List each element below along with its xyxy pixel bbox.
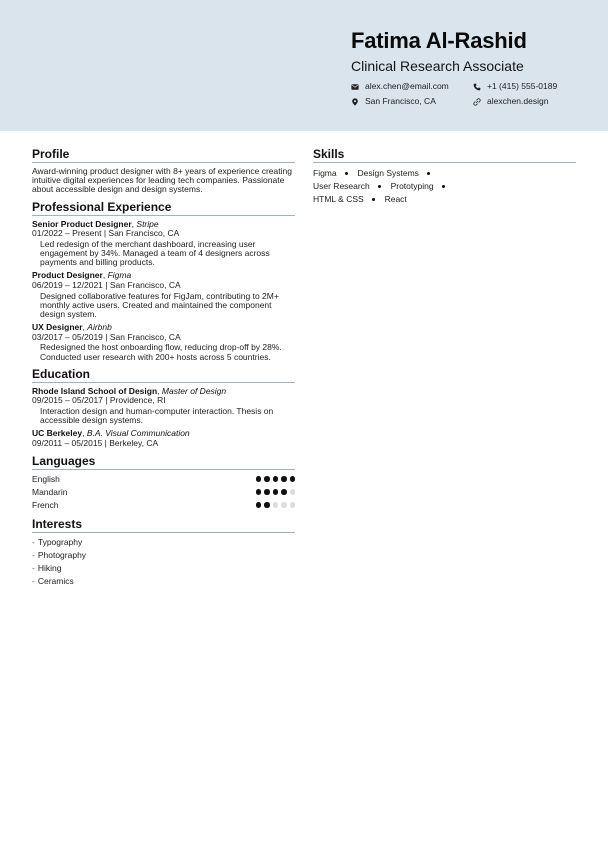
- school-name: UC Berkeley: [32, 428, 83, 439]
- contact-info: [351, 81, 601, 115]
- candidate-name: Fatima Al-Rashid: [351, 28, 527, 53]
- envelope-icon: [351, 83, 359, 91]
- proficiency-dot-filled: [281, 489, 287, 495]
- interest-item: - Typography: [32, 536, 83, 547]
- proficiency-dot-empty: [290, 502, 296, 508]
- link-icon: [473, 98, 481, 106]
- skill-label: React: [384, 194, 407, 204]
- proficiency-dot-filled: [256, 502, 262, 508]
- education-heading: Education: [32, 367, 295, 383]
- education-entry-head: UC Berkeley, B.A. Visual Communication: [32, 428, 190, 439]
- interest-label: Typography: [37, 536, 83, 547]
- job-description: Redesigned the host onboarding flow, reducing drop-off by 28%. Conducted user research with 200+ hosts across 5 countries.: [40, 342, 282, 362]
- language-name: French: [32, 500, 59, 511]
- experience-entry: [32, 220, 295, 268]
- interests-heading: Interests: [32, 517, 295, 533]
- proficiency-dot-empty: [290, 489, 296, 495]
- profile-heading: Profile: [32, 147, 295, 163]
- contact-website-text: alexchen.design: [487, 96, 549, 106]
- contact-location: [351, 96, 436, 107]
- contact-phone-text: +1 (415) 555-0189: [487, 81, 558, 91]
- interests-list: [32, 536, 295, 588]
- job-meta: 01/2022 – Present | San Francisco, CA: [32, 228, 180, 239]
- skills-heading: Skills: [313, 147, 576, 163]
- profile-text: Award-winning product designer with 8+ years of experience creating intuitive digital experiences for leading tech companies. Passionate about accessible design and design systems.: [32, 166, 292, 195]
- experience-entry-head: Product Designer, Figma: [32, 270, 132, 281]
- job-role: UX Designer: [32, 322, 83, 333]
- proficiency-dot-empty: [273, 502, 279, 508]
- location-pin-icon: [351, 98, 359, 106]
- proficiency-dot-filled: [281, 476, 287, 482]
- skill-label: User Research: [313, 181, 370, 191]
- experience-section: [32, 200, 295, 362]
- proficiency-dot-filled: [264, 502, 270, 508]
- experience-entry-head: Senior Product Designer, Stripe: [32, 218, 159, 229]
- job-description: Designed collaborative features for FigJam, contributing to 2M+ monthly active users. Created and maintained the component design system.: [40, 290, 279, 319]
- proficiency-dot-filled: [256, 476, 262, 482]
- job-company: Stripe: [136, 218, 159, 229]
- experience-heading: Professional Experience: [32, 200, 295, 216]
- skill-label: Design Systems: [357, 168, 419, 178]
- interest-label: Ceramics: [37, 575, 74, 586]
- skill-item: [385, 193, 407, 206]
- skills-list: [313, 167, 513, 206]
- bullet-dot-icon: [372, 198, 376, 202]
- language-row: [32, 473, 295, 486]
- interest-label: Photography: [37, 549, 87, 560]
- contact-location-text: San Francisco, CA: [365, 96, 436, 106]
- bullet-dot-icon: [345, 172, 349, 176]
- language-name: Mandarin: [32, 487, 68, 498]
- candidate-title: Clinical Research Associate: [351, 58, 524, 74]
- education-description: Interaction design and human-computer interaction. Thesis on accessible design systems.: [40, 405, 274, 426]
- proficiency-dot-filled: [256, 489, 262, 495]
- languages-heading: Languages: [32, 454, 295, 470]
- bullet-dot-icon: [378, 185, 382, 189]
- contact-email[interactable]: [351, 81, 449, 92]
- interest-item: - Hiking: [32, 562, 62, 573]
- experience-entry: [32, 323, 295, 362]
- education-entry-head: Rhode Island School of Design, Master of Design: [32, 385, 227, 396]
- proficiency-dots: [256, 476, 296, 482]
- education-meta: 09/2011 – 05/2015 | Berkeley, CA: [32, 437, 159, 448]
- proficiency-dots: [256, 502, 296, 508]
- interest-item: - Photography: [32, 549, 87, 560]
- school-name: Rhode Island School of Design: [32, 385, 158, 396]
- experience-entry-head: UX Designer, Airbnb: [32, 322, 112, 333]
- skill-item: [313, 193, 382, 206]
- right-column: [313, 147, 576, 206]
- skill-label: Prototyping: [390, 181, 434, 191]
- proficiency-dot-filled: [264, 476, 270, 482]
- skill-label: HTML & CSS: [313, 194, 364, 204]
- job-company: Airbnb: [87, 322, 112, 333]
- job-meta: 03/2017 – 05/2019 | San Francisco, CA: [32, 331, 181, 342]
- contact-email-text: alex.chen@email.com: [365, 81, 449, 91]
- profile-section: [32, 147, 295, 195]
- contact-phone[interactable]: [473, 81, 557, 92]
- education-section: [32, 367, 295, 449]
- language-row: [32, 486, 295, 499]
- job-description: Led redesign of the merchant dashboard, increasing user engagement by 34%. Managed a team of 4 designers across payments and billing products.: [40, 238, 270, 268]
- interest-label: Hiking: [37, 562, 62, 573]
- education-meta: 09/2015 – 05/2017 | Providence, RI: [32, 395, 166, 406]
- job-meta: 06/2019 – 12/2021 | San Francisco, CA: [32, 280, 181, 290]
- languages-list: [32, 473, 295, 512]
- phone-icon: [473, 83, 481, 91]
- degree-name: Master of Design: [161, 385, 227, 396]
- bullet-dot-icon: [427, 172, 431, 176]
- degree-name: B.A. Visual Communication: [86, 428, 190, 439]
- proficiency-dots: [256, 489, 296, 495]
- skill-item: [391, 180, 453, 193]
- proficiency-dot-filled: [273, 489, 279, 495]
- contact-website[interactable]: [473, 96, 548, 107]
- language-row: [32, 499, 295, 512]
- education-entry: [32, 429, 295, 448]
- skill-label: Figma: [313, 168, 337, 178]
- proficiency-dot-filled: [273, 476, 279, 482]
- proficiency-dot-empty: [281, 502, 287, 508]
- skill-item: [313, 180, 388, 193]
- experience-entry: [32, 271, 295, 319]
- skills-section: [313, 147, 576, 206]
- skill-item: [313, 167, 355, 180]
- bullet-dot-icon: [442, 185, 446, 189]
- languages-section: [32, 454, 295, 512]
- interests-section: [32, 517, 295, 588]
- job-role: Senior Product Designer: [32, 218, 132, 229]
- job-company: Figma: [107, 270, 132, 281]
- education-entry: [32, 387, 295, 426]
- header: [351, 28, 601, 75]
- proficiency-dot-filled: [264, 489, 270, 495]
- left-column: [32, 147, 295, 588]
- job-role: Product Designer: [32, 270, 103, 281]
- skill-item: [358, 167, 438, 180]
- interest-item: - Ceramics: [32, 575, 74, 586]
- proficiency-dot-filled: [290, 476, 296, 482]
- language-name: English: [32, 474, 60, 485]
